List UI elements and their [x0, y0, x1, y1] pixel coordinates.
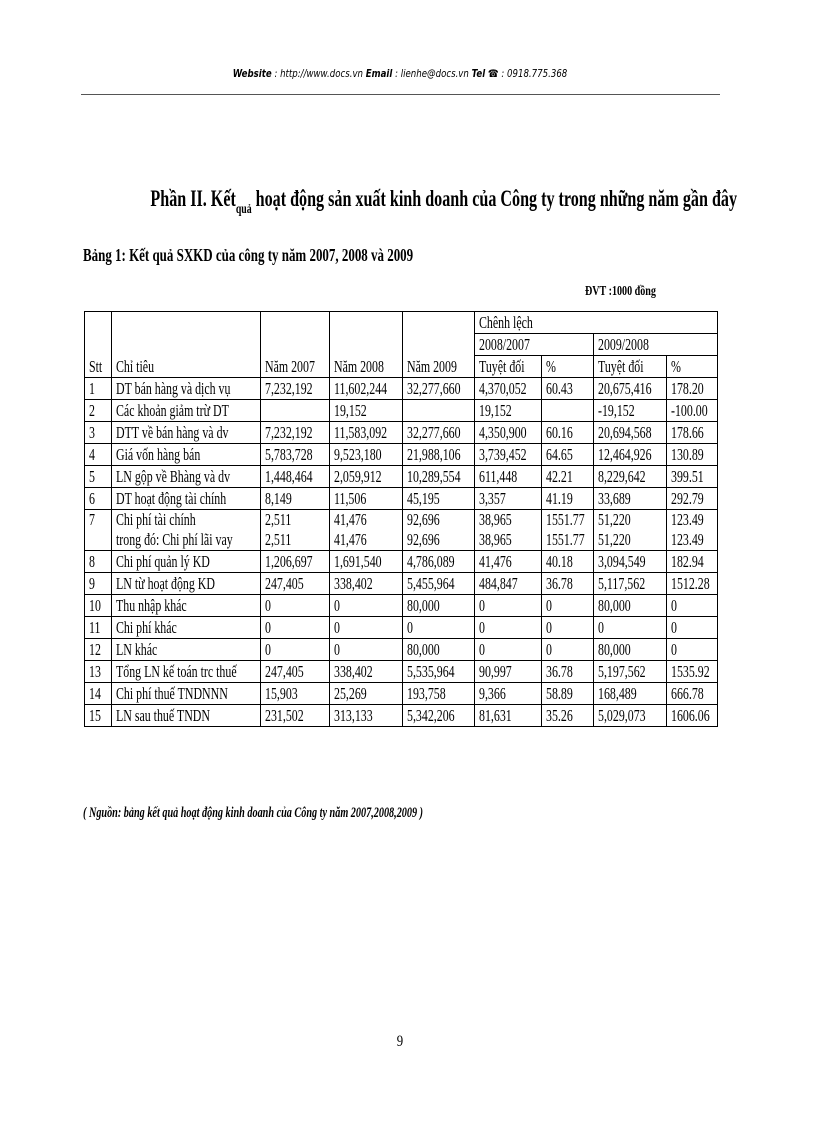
cell-stt: 4: [85, 444, 112, 466]
cell-stt: 6: [85, 488, 112, 510]
cell-abs2: -19,152: [594, 400, 667, 422]
cell-name: Chi phí thuế TNDNNN: [112, 683, 261, 705]
cell-abs2: 20,694,568: [594, 422, 667, 444]
table-row: [85, 551, 718, 573]
cell-stt: 2: [85, 400, 112, 422]
table-row: [85, 444, 718, 466]
header-chi-tieu: Chỉ tiêu: [112, 312, 261, 378]
cell-pct1: 0: [542, 595, 594, 617]
cell-name: Chi phí khác: [112, 617, 261, 639]
cell-name: Giá vốn hàng bán: [112, 444, 261, 466]
cell-stt: 8: [85, 551, 112, 573]
cell-y2009: 32,277,660: [403, 422, 475, 444]
section-title: [150, 186, 738, 217]
table-row: [85, 595, 718, 617]
cell-pct2: 666.78: [667, 683, 718, 705]
cell-abs1: 0: [475, 617, 542, 639]
cell-abs1: 4,370,052: [475, 378, 542, 400]
cell-name: DT hoạt động tài chính: [112, 488, 261, 510]
table-row: [85, 705, 718, 727]
cell-y2007: 1,206,697: [261, 551, 330, 573]
cell-stt: 12: [85, 639, 112, 661]
cell-y2008: 1,691,540: [330, 551, 403, 573]
cell-stt: 1: [85, 378, 112, 400]
cell-y2007: 15,903: [261, 683, 330, 705]
cell-name: DT bán hàng và dịch vụ: [112, 378, 261, 400]
cell-stt: 7: [85, 510, 112, 551]
cell-y2009: 45,195: [403, 488, 475, 510]
cell-name: Các khoản giảm trừ DT: [112, 400, 261, 422]
cell-abs1: 4,350,900: [475, 422, 542, 444]
header-abs-2: Tuyệt đối: [594, 356, 667, 378]
cell-y2007: [261, 400, 330, 422]
cell-pct1: 60.43: [542, 378, 594, 400]
cell-abs1: 81,631: [475, 705, 542, 727]
cell-pct2: 292.79: [667, 488, 718, 510]
unit-label: ĐVT :1000 đồng: [585, 284, 656, 299]
cell-y2008: 0: [330, 595, 403, 617]
header-2009: Năm 2009: [403, 312, 475, 378]
cell-abs1: 611,448: [475, 466, 542, 488]
header-pct-2: %: [667, 356, 718, 378]
cell-name: Tổng LN kế toán trc thuế: [112, 661, 261, 683]
cell-abs2: 5,029,073: [594, 705, 667, 727]
table-row: [85, 422, 718, 444]
cell-y2009: 80,000: [403, 595, 475, 617]
email-value: : lienhe@docs.vn: [395, 68, 469, 80]
cell-y2008: 0: [330, 617, 403, 639]
header-2008: Năm 2008: [330, 312, 403, 378]
cell-stt: 9: [85, 573, 112, 595]
cell-y2007: 247,405: [261, 573, 330, 595]
table-row: [85, 573, 718, 595]
header-2007: Năm 2007: [261, 312, 330, 378]
header-period-1: 2008/2007: [475, 334, 594, 356]
cell-abs1: 484,847: [475, 573, 542, 595]
website-label: Website: [232, 68, 272, 80]
page-header: [138, 68, 663, 80]
source-note: ( Nguồn: bảng kết quả hoạt động kinh doanh của Công ty năm 2007,2008,2009 ): [83, 805, 424, 821]
cell-abs1: 0: [475, 639, 542, 661]
cell-y2008: 11,602,244: [330, 378, 403, 400]
cell-y2008: 2,059,912: [330, 466, 403, 488]
cell-y2008: 0: [330, 639, 403, 661]
title-part-2: hoạt động sản xuất kinh doanh của Công ty trong những năm gần đây: [251, 186, 738, 211]
cell-pct1: 42.21: [542, 466, 594, 488]
cell-abs2: 168,489: [594, 683, 667, 705]
cell-abs1: 90,997: [475, 661, 542, 683]
cell-abs2: 8,229,642: [594, 466, 667, 488]
cell-pct1: 0: [542, 639, 594, 661]
cell-pct2: -100.00: [667, 400, 718, 422]
cell-abs2: 0: [594, 617, 667, 639]
cell-y2008: 41,476 41,476: [330, 510, 403, 551]
cell-abs2: 33,689: [594, 488, 667, 510]
cell-y2009: 10,289,554: [403, 466, 475, 488]
cell-pct2: 1512.28: [667, 573, 718, 595]
cell-y2009: 0: [403, 617, 475, 639]
website-value: : http://www.docs.vn: [274, 68, 364, 80]
cell-abs1: 3,739,452: [475, 444, 542, 466]
cell-y2007: 5,783,728: [261, 444, 330, 466]
cell-y2008: 19,152: [330, 400, 403, 422]
cell-pct1: 35.26: [542, 705, 594, 727]
cell-y2007: 7,232,192: [261, 378, 330, 400]
cell-y2007: 0: [261, 595, 330, 617]
table-row: [85, 466, 718, 488]
cell-y2007: 0: [261, 639, 330, 661]
cell-stt: 15: [85, 705, 112, 727]
cell-abs2: 51,220 51,220: [594, 510, 667, 551]
cell-pct2: 0: [667, 595, 718, 617]
cell-y2008: 313,133: [330, 705, 403, 727]
cell-pct1: 41.19: [542, 488, 594, 510]
cell-abs2: 5,117,562: [594, 573, 667, 595]
cell-pct2: 1606.06: [667, 705, 718, 727]
cell-abs2: 20,675,416: [594, 378, 667, 400]
cell-abs1: 3,357: [475, 488, 542, 510]
cell-abs2: 5,197,562: [594, 661, 667, 683]
cell-y2009: 21,988,106: [403, 444, 475, 466]
cell-abs2: 80,000: [594, 639, 667, 661]
cell-pct1: 58.89: [542, 683, 594, 705]
cell-stt: 13: [85, 661, 112, 683]
cell-pct1: 36.78: [542, 661, 594, 683]
table-row: [85, 661, 718, 683]
cell-stt: 11: [85, 617, 112, 639]
cell-y2008: 9,523,180: [330, 444, 403, 466]
table-row: [85, 639, 718, 661]
cell-y2009: [403, 400, 475, 422]
cell-stt: 10: [85, 595, 112, 617]
table-row: [85, 378, 718, 400]
table-row: [85, 488, 718, 510]
cell-name: LN sau thuế TNDN: [112, 705, 261, 727]
header-abs-1: Tuyệt đối: [475, 356, 542, 378]
cell-y2007: 8,149: [261, 488, 330, 510]
title-part-small: quả: [235, 202, 252, 217]
cell-name: LN khác: [112, 639, 261, 661]
cell-abs1: 9,366: [475, 683, 542, 705]
cell-pct2: 1535.92: [667, 661, 718, 683]
page-number: 9: [396, 1033, 404, 1050]
cell-y2008: 11,583,092: [330, 422, 403, 444]
cell-abs2: 12,464,926: [594, 444, 667, 466]
cell-y2007: 2,511 2,511: [261, 510, 330, 551]
cell-y2007: 7,232,192: [261, 422, 330, 444]
header-period-2: 2009/2008: [594, 334, 718, 356]
cell-abs1: 19,152: [475, 400, 542, 422]
cell-y2009: 5,455,964: [403, 573, 475, 595]
header-pct-1: %: [542, 356, 594, 378]
cell-stt: 3: [85, 422, 112, 444]
table-row: [85, 683, 718, 705]
cell-pct1: 60.16: [542, 422, 594, 444]
cell-y2009: 32,277,660: [403, 378, 475, 400]
cell-pct2: 178.20: [667, 378, 718, 400]
cell-name: DTT về bán hàng và dv: [112, 422, 261, 444]
cell-pct2: 178.66: [667, 422, 718, 444]
cell-pct2: 123.49 123.49: [667, 510, 718, 551]
cell-abs1: 0: [475, 595, 542, 617]
cell-pct1: [542, 400, 594, 422]
cell-pct2: 0: [667, 639, 718, 661]
cell-y2007: 1,448,464: [261, 466, 330, 488]
cell-name: LN từ hoạt động KD: [112, 573, 261, 595]
header-stt: Stt: [85, 312, 112, 378]
cell-y2009: 5,535,964: [403, 661, 475, 683]
cell-y2009: 4,786,089: [403, 551, 475, 573]
cell-y2008: 11,506: [330, 488, 403, 510]
cell-pct2: 399.51: [667, 466, 718, 488]
cell-name: Chi phí tài chính trong đó: Chi phí lãi vay: [112, 510, 261, 551]
cell-abs1: 41,476: [475, 551, 542, 573]
cell-pct2: 130.89: [667, 444, 718, 466]
table-caption: Bảng 1: Kết quả SXKD của công ty năm 2007, 2008 và 2009: [83, 245, 414, 265]
cell-pct1: 36.78: [542, 573, 594, 595]
cell-y2009: 80,000: [403, 639, 475, 661]
phone-icon: ☎: [487, 68, 499, 80]
title-part-1: Phần II. Kết: [150, 186, 236, 211]
tel-value: : 0918.775.368: [501, 68, 568, 80]
cell-pct1: 1551.77 1551.77: [542, 510, 594, 551]
cell-abs2: 3,094,549: [594, 551, 667, 573]
cell-y2009: 193,758: [403, 683, 475, 705]
table-row: [85, 617, 718, 639]
cell-stt: 5: [85, 466, 112, 488]
email-label: Email: [365, 68, 393, 80]
cell-y2007: 0: [261, 617, 330, 639]
cell-y2009: 92,696 92,696: [403, 510, 475, 551]
header-divider: [81, 94, 720, 95]
cell-y2008: 338,402: [330, 661, 403, 683]
cell-pct1: 0: [542, 617, 594, 639]
cell-y2008: 25,269: [330, 683, 403, 705]
cell-pct1: 64.65: [542, 444, 594, 466]
cell-pct1: 40.18: [542, 551, 594, 573]
cell-y2009: 5,342,206: [403, 705, 475, 727]
cell-abs2: 80,000: [594, 595, 667, 617]
cell-name: Chi phí quản lý KD: [112, 551, 261, 573]
cell-y2007: 231,502: [261, 705, 330, 727]
cell-abs1: 38,965 38,965: [475, 510, 542, 551]
cell-stt: 14: [85, 683, 112, 705]
table-row: [85, 400, 718, 422]
header-row-1: [85, 312, 718, 334]
table-row: [85, 510, 718, 551]
cell-name: LN gộp về Bhàng và dv: [112, 466, 261, 488]
header-chenh-lech: Chênh lệch: [475, 312, 718, 334]
tel-label: Tel: [471, 68, 486, 80]
cell-y2007: 247,405: [261, 661, 330, 683]
cell-pct2: 0: [667, 617, 718, 639]
cell-pct2: 182.94: [667, 551, 718, 573]
cell-name: Thu nhập khác: [112, 595, 261, 617]
cell-y2008: 338,402: [330, 573, 403, 595]
results-table: [84, 311, 718, 727]
